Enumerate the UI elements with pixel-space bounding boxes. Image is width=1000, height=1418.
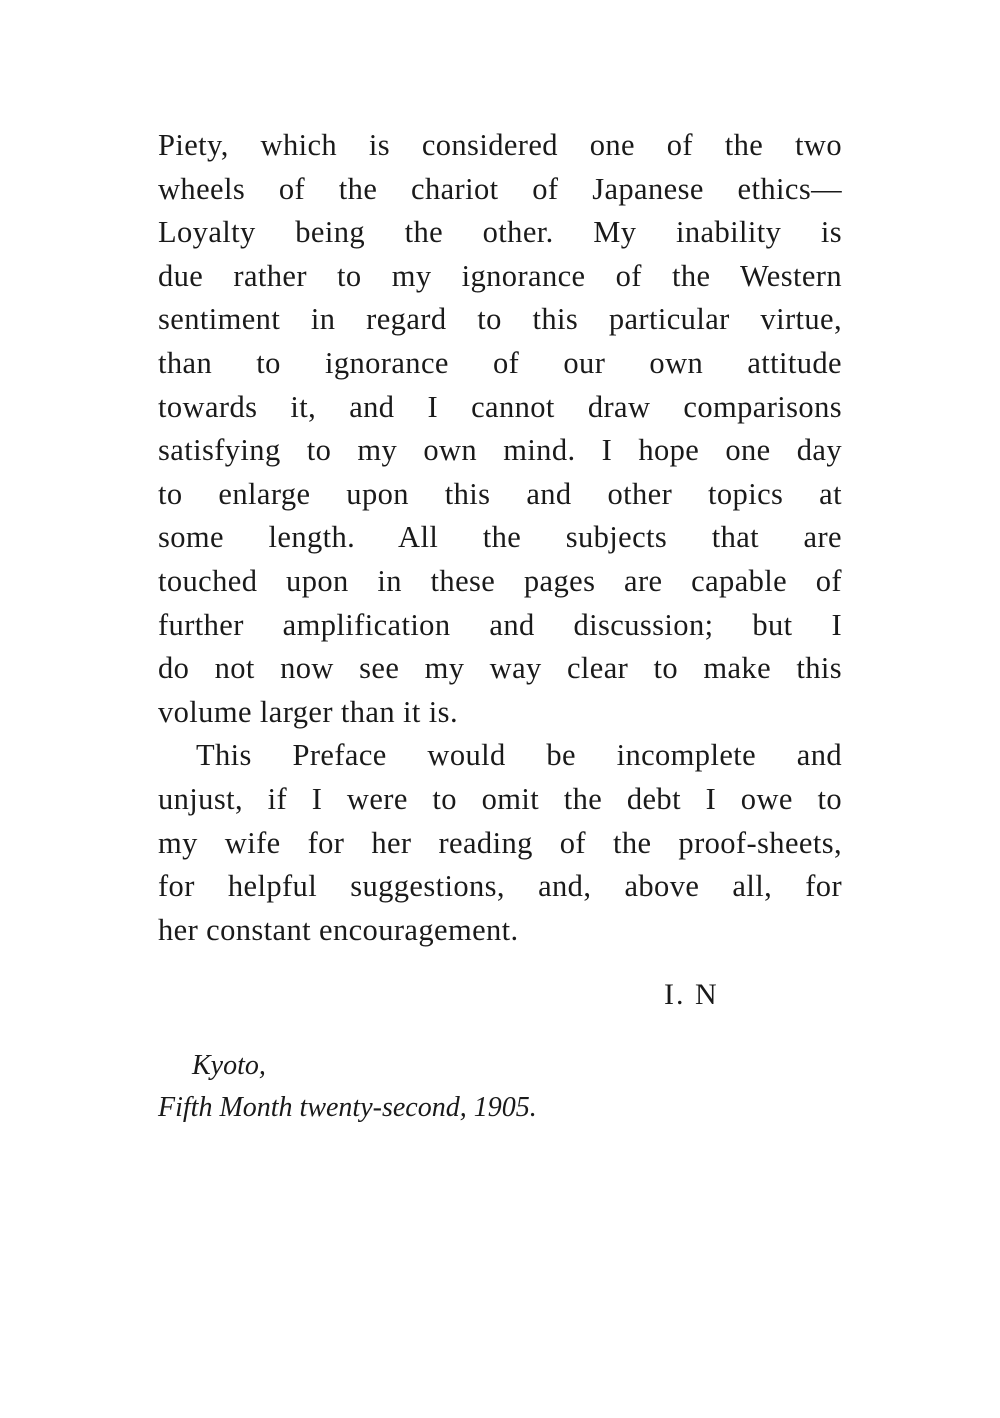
author-initials: I. N (664, 978, 719, 1011)
text-line: sentiment in regard to this particular virtue, (158, 302, 842, 337)
text-line: unjust, if I were to omit the debt I owe to (158, 781, 842, 816)
text-line: further amplification and discussion; but I (158, 607, 842, 642)
text-line: touched upon in these pages are capable of (158, 563, 842, 598)
paragraph-1 (158, 124, 842, 734)
text-line: than to ignorance of our own attitude (158, 345, 842, 380)
text-line: some length. All the subjects that are (158, 520, 842, 555)
text-line: due rather to my ignorance of the Western (158, 258, 842, 293)
dateline-place: Kyoto, (192, 1050, 266, 1081)
text-line: Loyalty being the other. My inability is (158, 215, 842, 250)
text-line: do not now see my way clear to make this (158, 651, 842, 686)
paragraph-2 (158, 734, 842, 952)
text-line: my wife for her reading of the proof-sheets, (158, 825, 842, 860)
text-line: satisfying to my own mind. I hope one day (158, 433, 842, 468)
text-line: towards it, and I cannot draw comparisons (158, 389, 842, 424)
text-line: wheels of the chariot of Japanese ethics— (158, 171, 842, 206)
text-line: This Preface would be incomplete and (196, 738, 842, 773)
text-line: to enlarge upon this and other topics at (158, 476, 842, 511)
preface-text (158, 124, 842, 952)
dateline-date: Fifth Month twenty-second, 1905. (158, 1092, 537, 1123)
text-line: for helpful suggestions, and, above all, for (158, 869, 842, 904)
text-line: Piety, which is considered one of the two (158, 128, 842, 162)
text-line: volume larger than it is. (158, 694, 458, 729)
text-line: her constant encouragement. (158, 912, 519, 947)
